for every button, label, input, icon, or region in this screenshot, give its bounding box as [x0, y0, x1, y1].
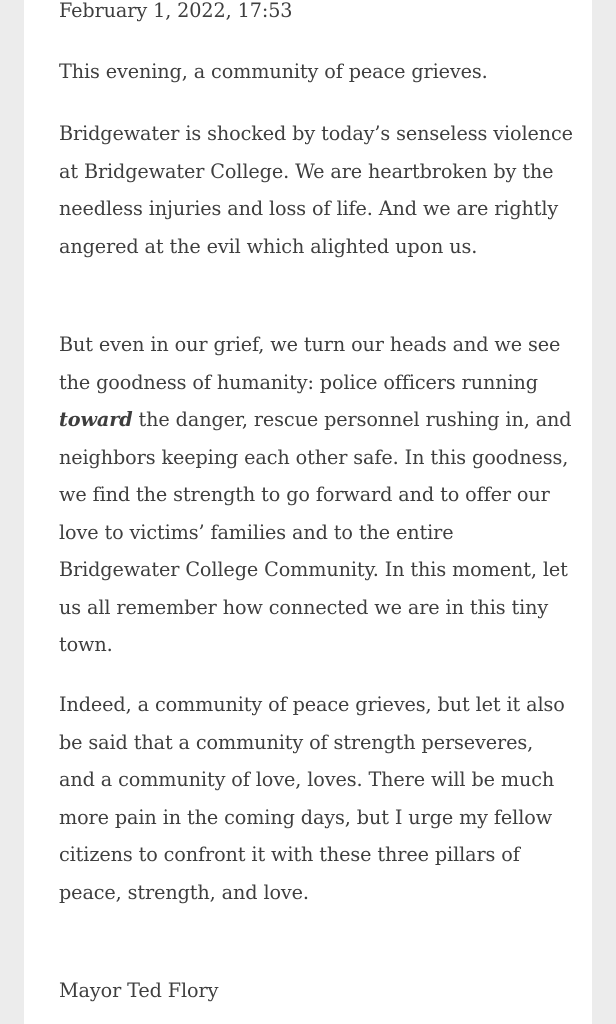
post-timestamp: February 1, 2022, 17:53 — [59, 0, 293, 22]
paragraph-goodness-end: the danger, rescue personnel rushing in, and neighbors keeping each other safe. In this goodness, we find the strength to go forward and to offer our love to victims’ families and to the entire Bridgewater College Community. In this moment, let us all remember how connected we are in this tiny town. — [59, 408, 572, 656]
statement-page — [24, 0, 592, 1024]
signature: Mayor Ted Flory — [59, 979, 219, 1002]
paragraph-closing: Indeed, a community of peace grieves, but let it also be said that a community of strength perseveres, and a community of love, loves. There will be much more pain in the coming days, but I urge my fellow citizens to confront it with these three pillars of peace, strength, and love. — [59, 693, 565, 904]
paragraph-opening: This evening, a community of peace grieves. — [59, 60, 488, 83]
emphasis-toward: toward — [59, 408, 133, 431]
paragraph-goodness — [59, 326, 574, 664]
paragraph-shock: Bridgewater is shocked by today’s senseless violence at Bridgewater College. We are heartbroken by the needless injuries and loss of life. And we are rightly angered at the evil which alighted upon us. — [59, 122, 573, 258]
paragraph-goodness-start: But even in our grief, we turn our heads and we see the goodness of humanity: police officers running — [59, 333, 561, 394]
